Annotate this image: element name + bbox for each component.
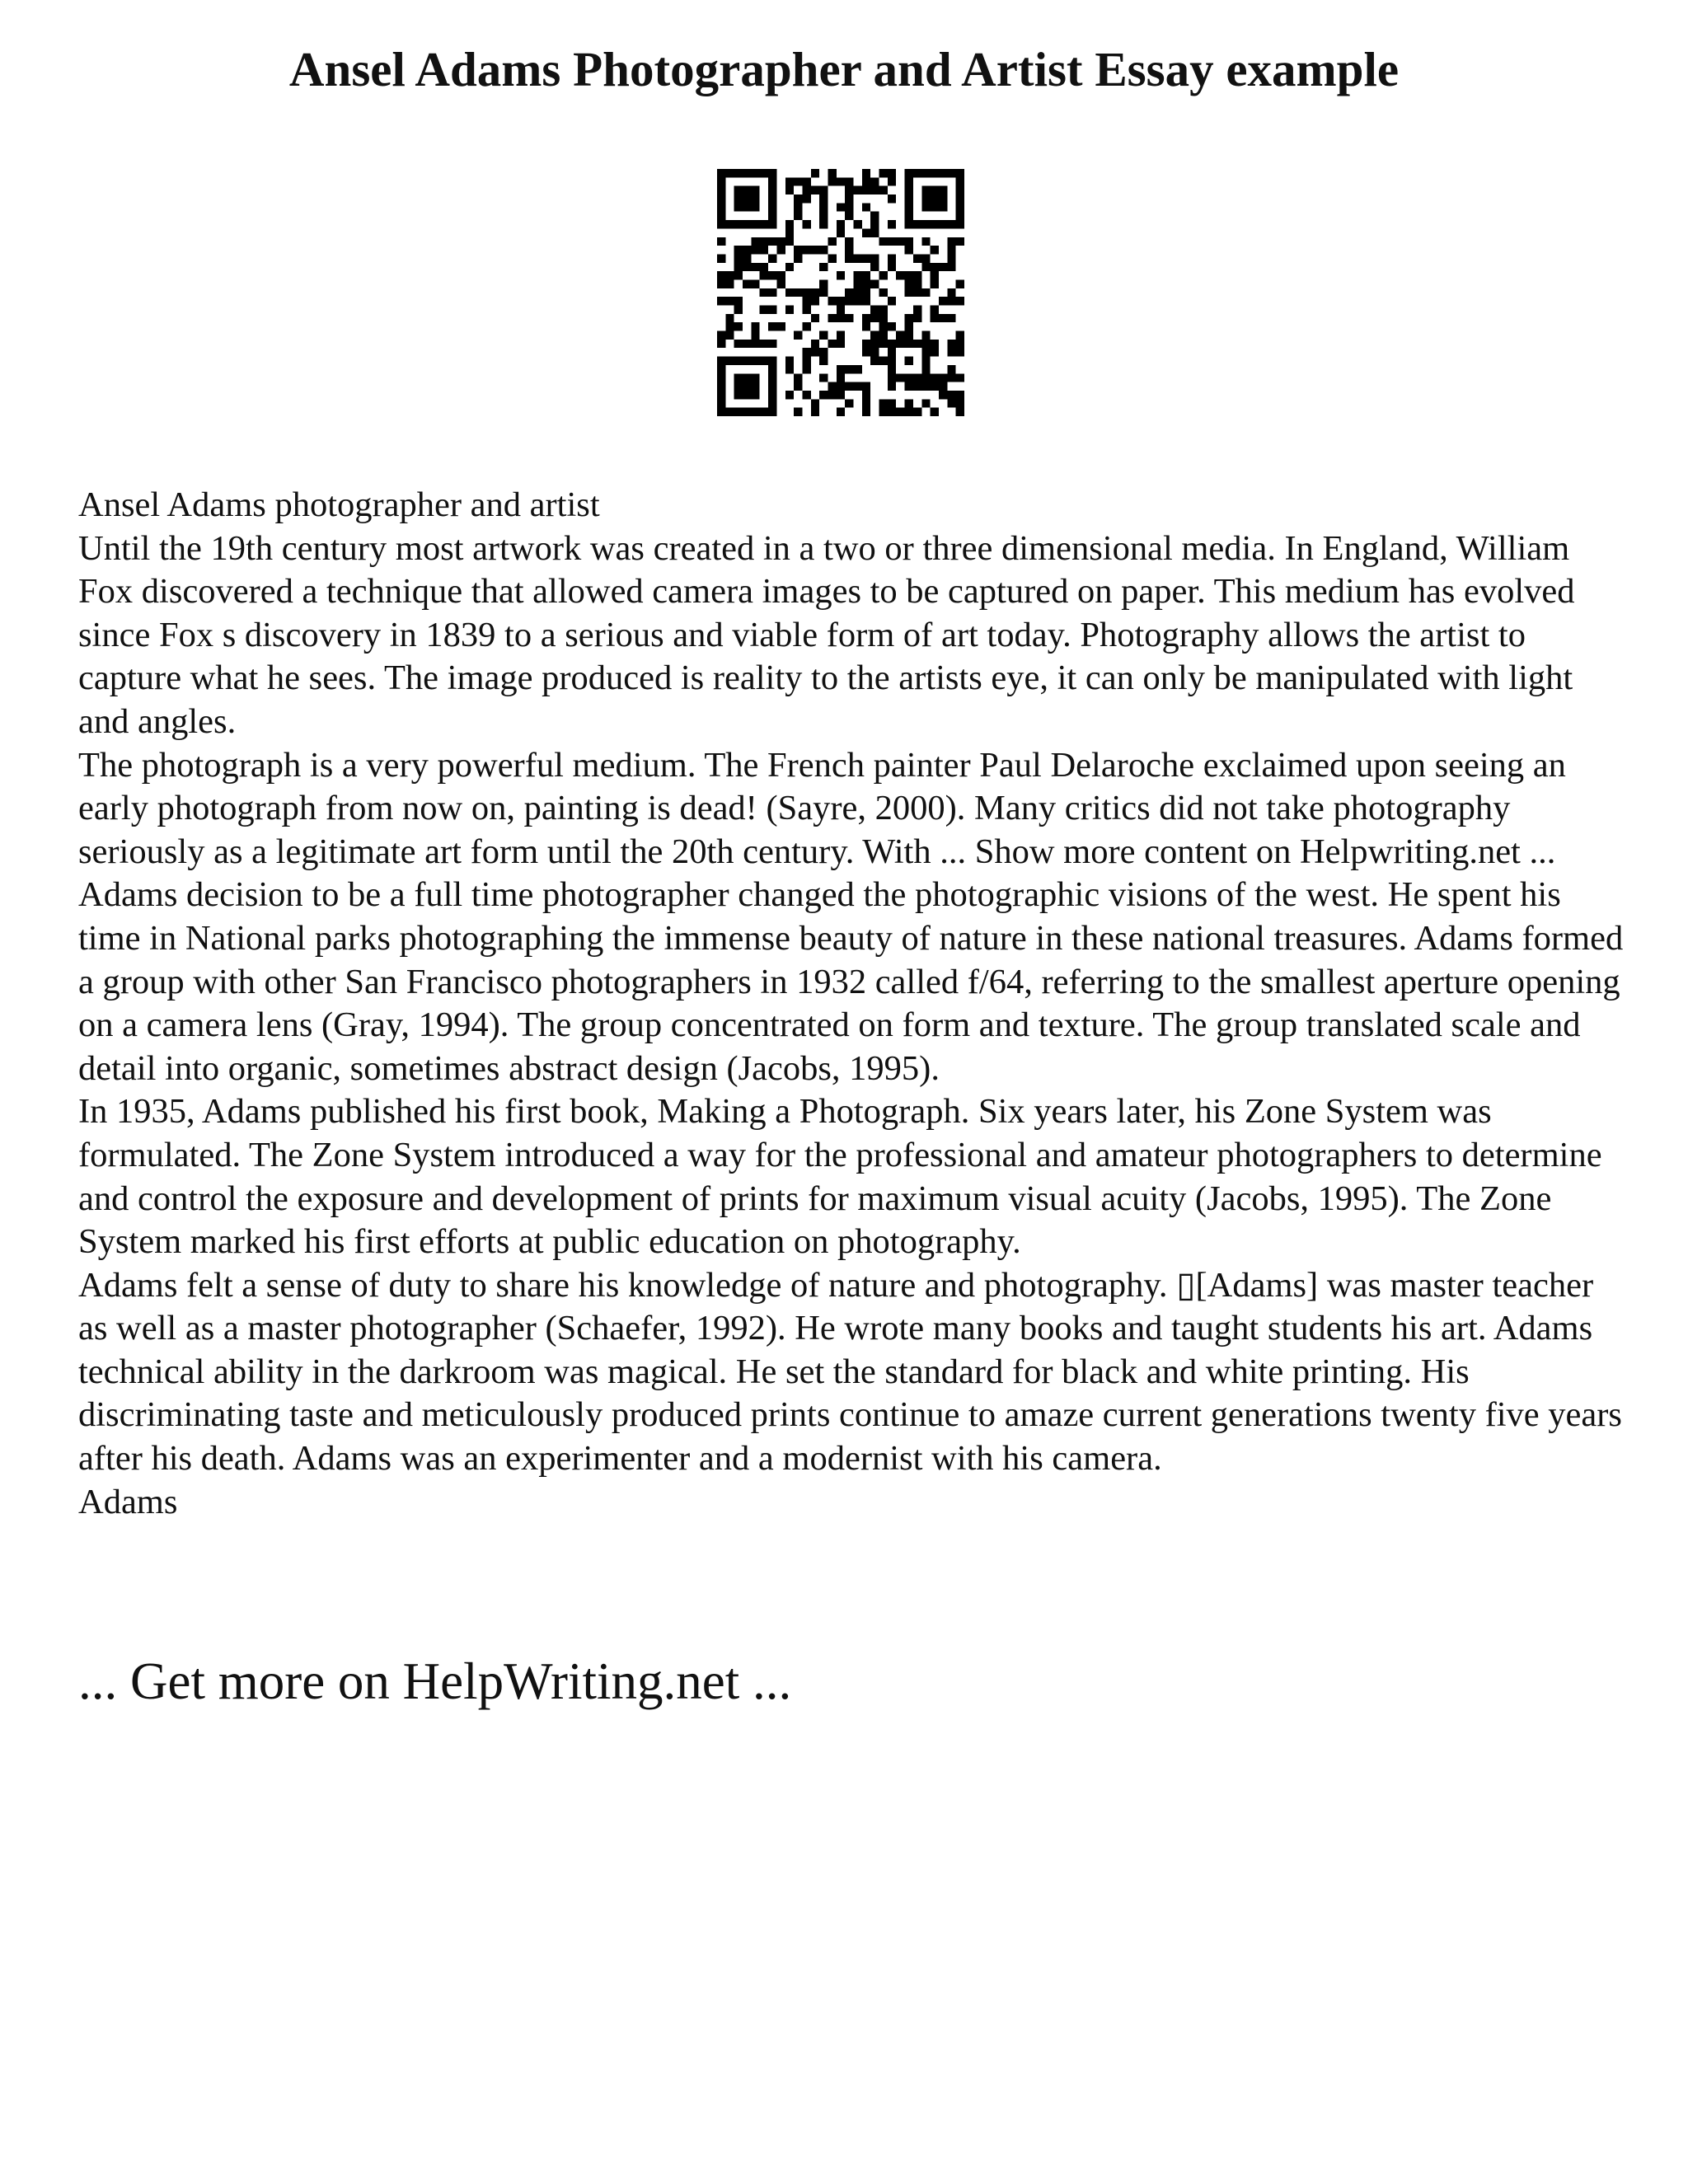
essay-paragraph: The photograph is a very powerful medium. The French painter Paul Delaroche exclaimed upon seeing an early photograph from now on, painting is dead! (Sayre, 2000). Many critics did not take photography seriously as a legitimate art form until the 20th century. With ... Show more content on Helpwriting.net ... <box>78 745 1566 871</box>
essay-paragraph: Adams felt a sense of duty to share his knowledge of nature and photography. ▯[Adams] was master teacher as well as a master photographer (Schaefer, 1992). He wrote many books and taught students his art. Adams technical ability in the darkroom was magical. He set the standard for black and white printing. His discriminating taste and meticulously produced prints continue to amaze current generations twenty five years after his death. Adams was an experimenter and a modernist with his camera. <box>78 1265 1622 1479</box>
essay-paragraph: Adams <box>78 1482 178 1521</box>
qr-code-icon <box>717 169 964 416</box>
page-title: Ansel Adams Photographer and Artist Essay example <box>288 42 1400 96</box>
essay-body <box>78 484 1628 1524</box>
qr-code-graphic <box>717 169 964 416</box>
get-more-link[interactable]: ... Get more on HelpWriting.net ... <box>78 1652 792 1710</box>
essay-paragraph: Until the 19th century most artwork was created in a two or three dimensional media. In England, William Fox discovered a technique that allowed camera images to be captured on paper. This medium has evolved since Fox s discovery in 1839 to a serious and viable form of art today. Photography allows the artist to capture what he sees. The image produced is reality to the artists eye, it can only be manipulated with light and angles. <box>78 528 1575 741</box>
essay-paragraph: Adams decision to be a full time photographer changed the photographic visions of the west. He spent his time in National parks photographing the immense beauty of nature in these national treasures. Adams formed a group with other San Francisco photographers in 1932 called f/64, referring to the smallest aperture opening on a camera lens (Gray, 1994). The group concentrated on form and texture. The group translated scale and detail into organic, sometimes abstract design (Jacobs, 1995). <box>78 875 1624 1088</box>
essay-paragraph: In 1935, Adams published his first book, Making a Photograph. Six years later, his Zone System was formulated. The Zone System introduced a way for the professional and amateur photographers to determine and control the exposure and development of prints for maximum visual acuity (Jacobs, 1995). The Zone System marked his first efforts at public education on photography. <box>78 1092 1602 1262</box>
essay-heading: Ansel Adams photographer and artist <box>78 485 600 524</box>
